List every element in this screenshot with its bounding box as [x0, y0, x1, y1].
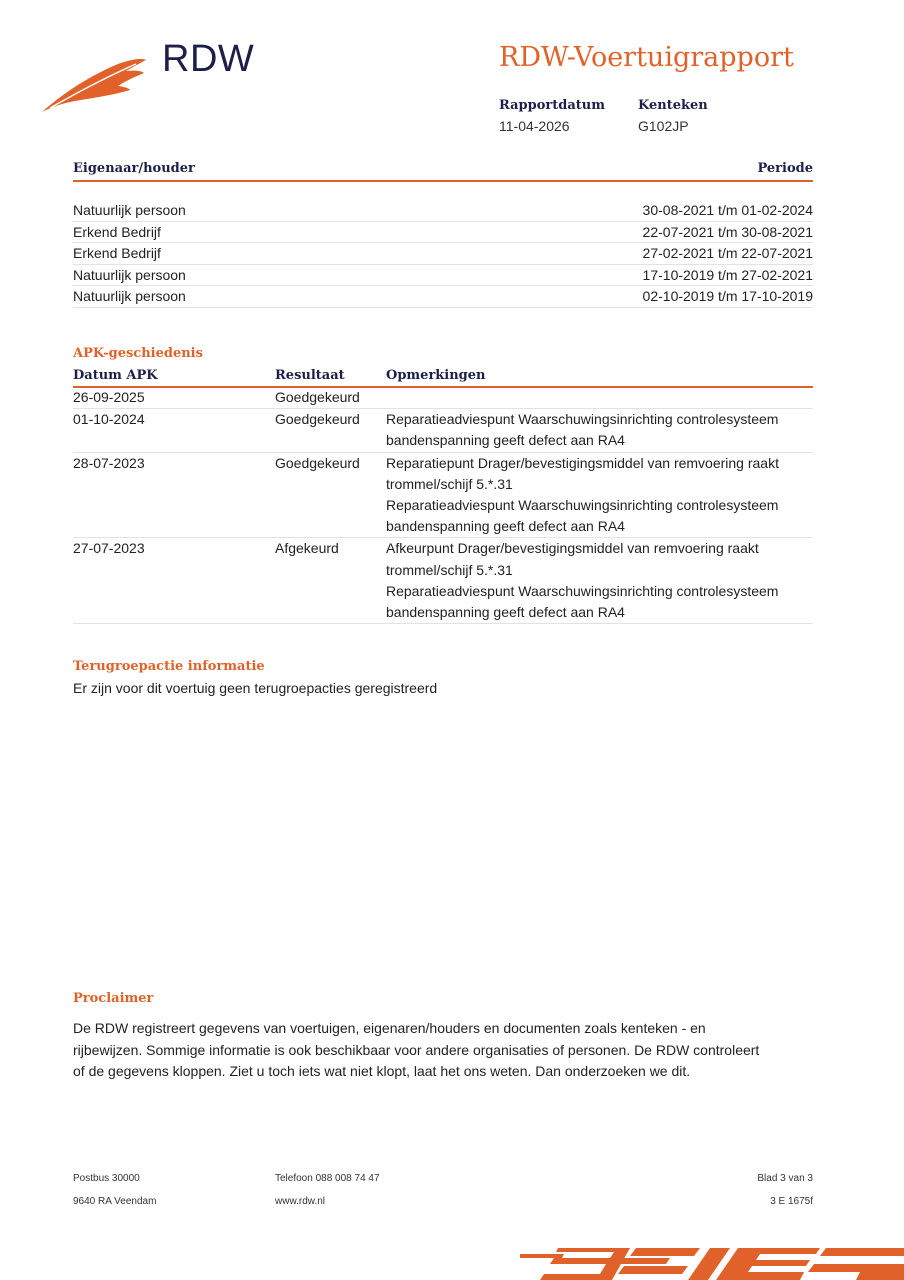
apk-remark: Reparatiepunt Drager/bevestigingsmiddel van remvoering raakt trommel/schijf 5.*.31 [386, 454, 779, 492]
owner-row [73, 222, 813, 244]
feather-logo-icon [40, 56, 150, 116]
apk-remark: Reparatieadviespunt Waarschuwingsinrichting controlesysteem bandenspanning geeft defect aan RA4 [386, 411, 779, 449]
owner-row [73, 265, 813, 287]
owner-table [73, 200, 813, 308]
rdw-logo [40, 38, 260, 118]
apk-date: 27-07-2023 [73, 540, 145, 557]
footer-address-line1: Postbus 30000 [73, 1173, 140, 1184]
footer-code: 3 E 1675f [770, 1196, 813, 1207]
owner-type: Erkend Bedrijf [73, 245, 161, 261]
owner-type: Natuurlijk persoon [73, 266, 186, 283]
owner-heading: Eigenaar/houder [73, 161, 195, 176]
recall-heading: Terugroepactie informatie [73, 659, 265, 674]
owner-type: Natuurlijk persoon [73, 288, 186, 304]
apk-col-date: Datum APK [73, 368, 158, 383]
report-date-value: 11-04-2026 [499, 118, 570, 134]
apk-result: Goedgekeurd [275, 454, 360, 471]
apk-row [73, 387, 813, 409]
plate-label: Kenteken [638, 98, 708, 113]
apk-col-remarks: Opmerkingen [386, 368, 486, 383]
owner-type: Natuurlijk persoon [73, 202, 186, 218]
apk-table [73, 387, 813, 624]
recall-text: Er zijn voor dit voertuig geen terugroepacties geregistreerd [73, 680, 438, 696]
apk-heading: APK-geschiedenis [73, 346, 203, 361]
apk-remarks [386, 409, 813, 451]
owner-type: Erkend Bedrijf [73, 223, 161, 240]
apk-row [73, 409, 813, 452]
owner-divider [73, 180, 813, 182]
owner-row [73, 200, 813, 222]
apk-col-result: Resultaat [275, 368, 345, 383]
apk-remark: Reparatieadviespunt Waarschuwingsinrichting controlesysteem bandenspanning geeft defect aan RA4 [386, 497, 779, 535]
plate-value: G102JP [638, 118, 689, 134]
apk-remarks [386, 387, 813, 408]
owner-row [73, 243, 813, 265]
apk-row [73, 453, 813, 539]
apk-result: Goedgekeurd [275, 389, 360, 405]
owner-period: 17-10-2019 t/m 27-02-2021 [642, 266, 813, 283]
footer-phone: Telefoon 088 008 74 47 [275, 1173, 380, 1184]
owner-period: 27-02-2021 t/m 22-07-2021 [642, 245, 813, 261]
proclaimer-text: De RDW registreert gegevens van voertuigen, eigenaren/houders en documenten zoals kenteken - en rijbewijzen. Sommige informatie is ook beschikbaar voor andere organisaties of personen. De RDW controleert of de gegevens kloppen. Ziet u toch iets wat niet klopt, laat het ons weten. Dan onderzoeken we dit. [73, 1020, 760, 1079]
apk-remarks [386, 453, 813, 538]
apk-date: 28-07-2023 [73, 454, 145, 471]
apk-result: Afgekeurd [275, 540, 339, 557]
owner-row [73, 286, 813, 308]
proclaimer-heading: Proclaimer [73, 991, 154, 1006]
footer-page-number: Blad 3 van 3 [757, 1173, 813, 1184]
apk-row [73, 538, 813, 624]
apk-date: 01-10-2024 [73, 411, 145, 428]
apk-date: 26-09-2025 [73, 389, 145, 405]
period-heading: Periode [757, 161, 813, 176]
apk-remark: Afkeurpunt Drager/bevestigingsmiddel van remvoering raakt trommel/schijf 5.*.31 [386, 540, 759, 578]
owner-period: 02-10-2019 t/m 17-10-2019 [642, 288, 813, 304]
apk-remarks [386, 538, 813, 623]
apk-result: Goedgekeurd [275, 411, 360, 428]
apk-remark: Reparatieadviespunt Waarschuwingsinrichting controlesysteem bandenspanning geeft defect aan RA4 [386, 582, 779, 621]
footer-address-line2: 9640 RA Veendam [73, 1196, 157, 1207]
report-title: RDW-Voertuigrapport [499, 42, 794, 73]
report-date-label: Rapportdatum [499, 98, 605, 113]
footer-website[interactable]: www.rdw.nl [275, 1196, 326, 1207]
logo-wordmark: RDW [162, 38, 255, 80]
decorative-stripes-icon [520, 1244, 904, 1280]
owner-period: 22-07-2021 t/m 30-08-2021 [642, 223, 813, 240]
owner-period: 30-08-2021 t/m 01-02-2024 [642, 202, 813, 218]
